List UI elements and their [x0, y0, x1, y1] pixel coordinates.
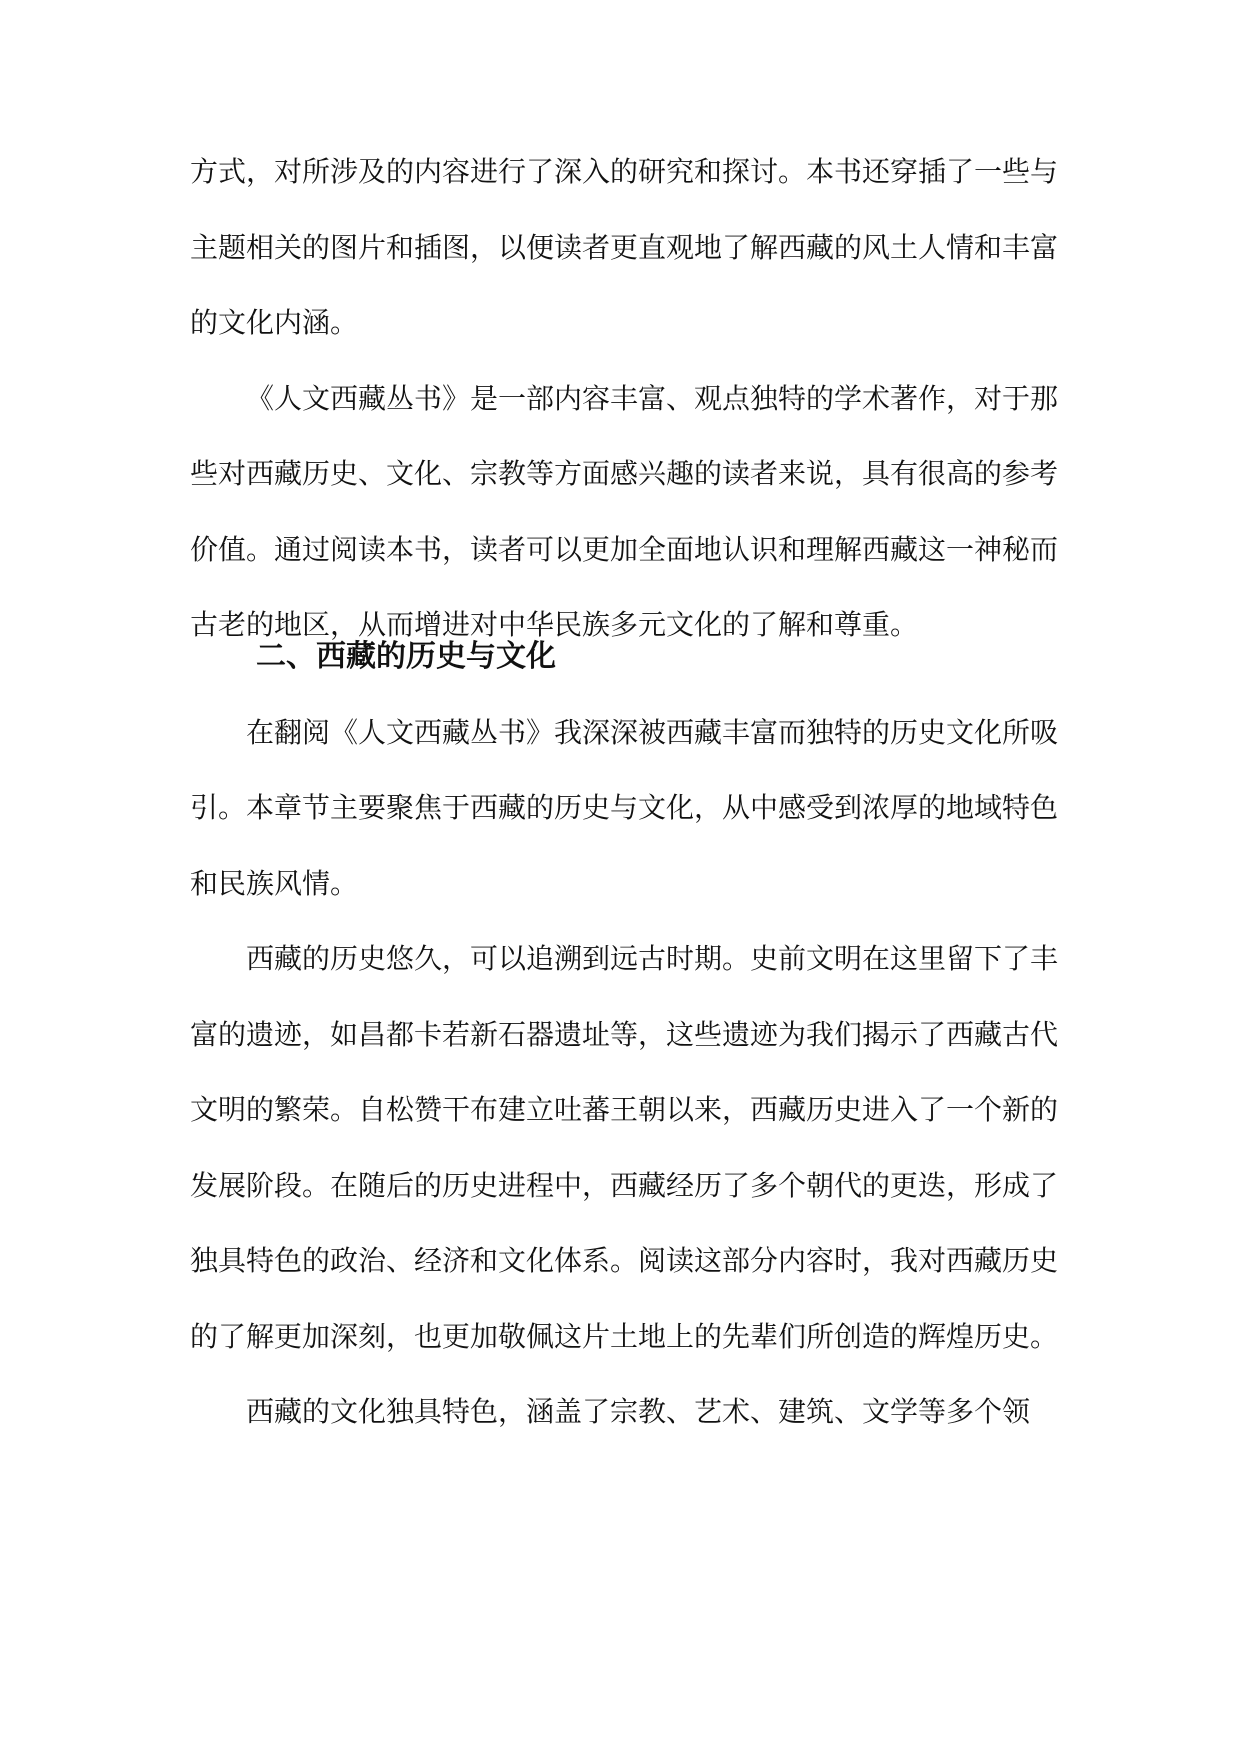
paragraph-continuation: 方式，对所涉及的内容进行了深入的研究和探讨。本书还穿插了一些与主题相关的图片和插图，以便读者更直观地了解西藏的风土人情和丰富的文化内涵。: [190, 155, 1059, 339]
section-2: [190, 619, 1058, 1450]
paragraph-summary: 《人文西藏丛书》是一部内容丰富、观点独特的学术著作，对于那些对西藏历史、文化、宗教等方面感兴趣的读者来说，具有很高的参考价值。通过阅读本书，读者可以更加全面地认识和理解西藏这一神秘而古老的地区，从而增进对中华民族多元文化的了解和尊重。: [190, 381, 1059, 641]
body-text-top: [190, 134, 1058, 663]
paragraph-history: 西藏的历史悠久，可以追溯到远古时期。史前文明在这里留下了丰富的遗迹，如昌都卡若新石器遗址等，这些遗迹为我们揭示了西藏古代文明的繁荣。自松赞干布建立吐蕃王朝以来，西藏历史进入了一个新的发展阶段。在随后的历史进程中，西藏经历了多个朝代的更迭，形成了独具特色的政治、经济和文化体系。阅读这部分内容时，我对西藏历史的了解更加深刻，也更加敬佩这片土地上的先辈们所创造的辉煌历史。: [190, 942, 1059, 1353]
paragraph-culture: 西藏的文化独具特色，涵盖了宗教、艺术、建筑、文学等多个领: [246, 1395, 1031, 1428]
section-heading: 二、西藏的历史与文化: [256, 639, 556, 674]
paragraph-intro: 在翻阅《人文西藏丛书》我深深被西藏丰富而独特的历史文化所吸引。本章节主要聚焦于西藏的历史与文化，从中感受到浓厚的地域特色和民族风情。: [190, 715, 1059, 900]
